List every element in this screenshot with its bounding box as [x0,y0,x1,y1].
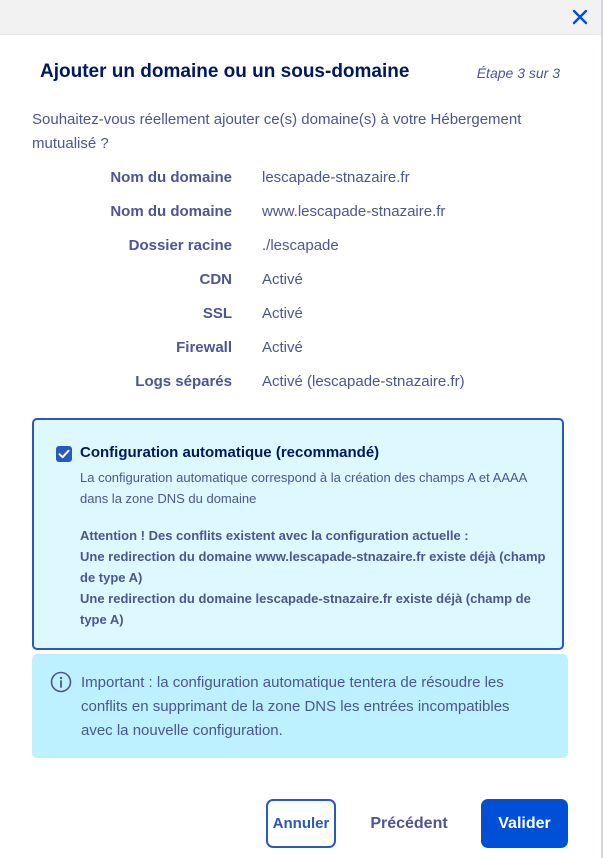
dialog-title: Ajouter un domaine ou un sous-domaine [40,61,410,82]
previous-button[interactable]: Précédent [358,801,460,847]
detail-label: SSL [202,305,232,322]
confirmation-question: Souhaitez-vous réellement ajouter ce(s) domaine(s) à votre Hébergement mutualisé ? [32,111,522,152]
close-button[interactable] [569,6,591,28]
detail-label: CDN [199,271,232,288]
detail-value: www.lescapade-stnazaire.fr [262,203,446,220]
detail-value: lescapade-stnazaire.fr [262,169,410,186]
step-indicator: Étape 3 sur 3 [476,65,560,81]
conflict-item: Une redirection du domaine www.lescapade-stnazaire.fr existe déjà (champ de type A) [80,549,546,585]
auto-config-title[interactable]: Configuration automatique (recommandé) [80,444,380,461]
domain-details [0,166,603,404]
info-icon [50,671,72,693]
detail-value: Activé (lescapade-stnazaire.fr) [262,373,465,390]
detail-row [0,200,603,234]
important-notice-text: Important : la configuration automatique tentera de résoudre les conflits en supprimant de la zone DNS les entrées incompatibles avec la nouvelle configuration. [81,674,510,739]
detail-value: Activé [262,271,303,288]
important-notice [32,654,568,758]
checkmark-icon [56,446,72,462]
detail-label: Dossier racine [128,237,232,254]
detail-label: Nom du domaine [110,169,232,186]
conflict-item: Une redirection du domaine lescapade-stnazaire.fr existe déjà (champ de type A) [80,591,531,627]
detail-row [0,302,603,336]
cancel-button[interactable]: Annuler [266,799,336,848]
auto-config-description: La configuration automatique correspond à la création des champs A et AAAA dans la zone DNS du domaine [80,470,527,506]
detail-value: Activé [262,339,303,356]
detail-label: Nom du domaine [110,203,232,220]
auto-config-checkbox[interactable] [56,446,72,462]
detail-row [0,370,603,404]
detail-row [0,268,603,302]
conflict-warning-heading: Attention ! Des conflits existent avec la configuration actuelle : [80,528,469,543]
auto-config-panel [32,418,564,650]
dialog-header-bar [0,0,603,35]
close-icon [569,6,591,28]
detail-row [0,166,603,200]
detail-label: Firewall [176,339,232,356]
validate-button[interactable]: Valider [481,799,568,848]
detail-row [0,336,603,370]
detail-row [0,234,603,268]
conflict-warning [80,525,550,630]
detail-value: Activé [262,305,303,322]
detail-value: ./lescapade [262,237,339,254]
detail-label: Logs séparés [135,373,232,390]
